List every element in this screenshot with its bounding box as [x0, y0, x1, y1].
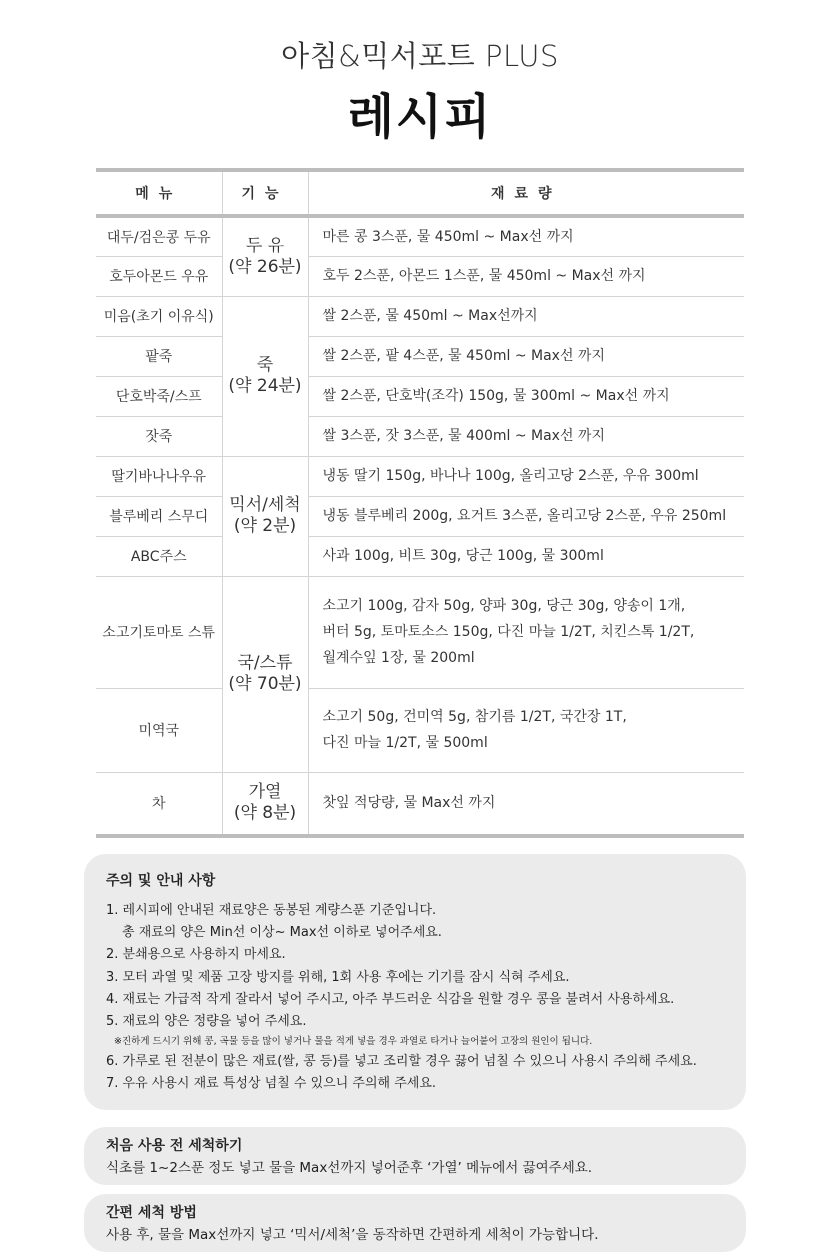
ingredients-cell: 쌀 2스푼, 단호박(조각) 150g, 물 300ml ~ Max선 까지 — [308, 376, 744, 416]
menu-cell: 대두/검은콩 두유 — [96, 216, 222, 256]
table-row — [96, 376, 744, 416]
table-row — [96, 216, 744, 256]
menu-cell: ABC주스 — [96, 536, 222, 576]
function-label: 국/스튜 — [237, 653, 293, 673]
function-time: (약 26분) — [228, 256, 302, 277]
table-row — [96, 416, 744, 456]
table-row — [96, 456, 744, 496]
ingredients-cell: 냉동 블루베리 200g, 요거트 3스푼, 올리고당 2스푼, 우유 250ml — [308, 496, 744, 536]
notice-item: 1. 레시피에 안내된 재료양은 동봉된 계량스푼 기준입니다. — [106, 903, 437, 918]
first-wash-text: 식초를 1~2스푼 정도 넣고 물을 Max선까지 넣어준후 ‘가열’ 메뉴에서 끓여주세요. — [106, 1160, 593, 1176]
function-cell — [222, 772, 308, 836]
ingredients-cell: 마른 콩 3스푼, 물 450ml ~ Max선 까지 — [308, 216, 744, 256]
ingredients-cell: 찻잎 적당량, 물 Max선 까지 — [308, 772, 744, 836]
function-time: (약 70분) — [228, 674, 302, 694]
function-cell — [222, 216, 308, 296]
menu-cell: 블루베리 스무디 — [96, 496, 222, 536]
ingredients-cell: 쌀 2스푼, 팥 4스푼, 물 450ml ~ Max선 까지 — [308, 336, 744, 376]
ingredients-line: 월계수잎 1장, 물 200ml — [322, 650, 475, 666]
easy-wash-text: 사용 후, 물을 Max선까지 넣고 ‘믹서/세척’을 동작하면 간편하게 세척이 가능합니다. — [106, 1227, 599, 1243]
menu-cell: 차 — [96, 772, 222, 836]
recipe-table — [96, 168, 744, 838]
function-cell — [222, 296, 308, 456]
table-row — [96, 688, 744, 772]
table-row — [96, 772, 744, 836]
menu-cell: 미역국 — [96, 688, 222, 772]
ingredients-cell: 사과 100g, 비트 30g, 당근 100g, 물 300ml — [308, 536, 744, 576]
menu-cell: 팥죽 — [96, 336, 222, 376]
ingredients-cell: 쌀 3스푼, 잣 3스푼, 물 400ml ~ Max선 까지 — [308, 416, 744, 456]
ingredients-cell — [308, 576, 744, 688]
ingredients-line: 소고기 100g, 감자 50g, 양파 30g, 당근 30g, 양송이 1개, — [322, 598, 686, 614]
table-row — [96, 256, 744, 296]
table-row — [96, 496, 744, 536]
notice-box — [84, 854, 746, 1110]
notice-item: 4. 재료는 가급적 작게 잘라서 넣어 주시고, 아주 부드러운 식감을 원할 경우 콩을 불려서 사용하세요. — [106, 991, 675, 1007]
page-title: 레시피 — [347, 89, 493, 145]
header-function: 기능 — [222, 170, 308, 216]
menu-cell: 단호박죽/스프 — [96, 376, 222, 416]
table-row — [96, 536, 744, 576]
easy-wash-title: 간편 세척 방법 — [106, 1205, 197, 1221]
function-time: (약 8분) — [233, 803, 297, 824]
table-row — [96, 336, 744, 376]
notice-title: 주의 및 안내 사항 — [106, 873, 216, 889]
function-label: 믹서/세척 — [229, 495, 301, 515]
table-row — [96, 296, 744, 336]
ingredients-line: 버터 5g, 토마토소스 150g, 다진 마늘 1/2T, 치킨스톡 1/2T, — [322, 624, 695, 640]
ingredients-cell: 호두 2스푼, 아몬드 1스푼, 물 450ml ~ Max선 까지 — [308, 256, 744, 296]
function-label: 죽 — [256, 355, 274, 375]
notice-list — [106, 900, 724, 1096]
menu-cell: 잣죽 — [96, 416, 222, 456]
header-ingredients: 재료량 — [308, 170, 744, 216]
product-subtitle: 아침&믹서포트 PLUS — [281, 39, 559, 73]
notice-item: 5. 재료의 양은 정량을 넣어 주세요. — [106, 1014, 307, 1030]
menu-cell: 소고기토마토 스튜 — [96, 576, 222, 688]
ingredients-line: 다진 마늘 1/2T, 물 500ml — [322, 735, 488, 751]
easy-wash-box — [84, 1194, 746, 1252]
menu-cell: 호두아몬드 우유 — [96, 256, 222, 296]
ingredients-line: 소고기 50g, 건미역 5g, 참기름 1/2T, 국간장 1T, — [322, 709, 627, 725]
function-time: (약 2분) — [233, 516, 297, 536]
menu-cell: 미음(초기 이유식) — [96, 296, 222, 336]
function-label: 두 유 — [245, 235, 285, 256]
notice-item: 2. 분쇄용으로 사용하지 마세요. — [106, 947, 286, 963]
function-cell — [222, 576, 308, 772]
notice-item: 총 재료의 양은 Min선 이상~ Max선 이하로 넣어주세요. — [122, 925, 442, 941]
function-cell — [222, 456, 308, 576]
table-header-row — [96, 170, 744, 216]
menu-cell: 딸기바나나우유 — [96, 456, 222, 496]
function-label: 가열 — [248, 782, 282, 803]
ingredients-cell: 쌀 2스푼, 물 450ml ~ Max선까지 — [308, 296, 744, 336]
first-wash-box — [84, 1127, 746, 1185]
ingredients-cell — [308, 688, 744, 772]
notice-item: 3. 모터 과열 및 제품 고장 방지를 위해, 1회 사용 후에는 기기를 잠시 식혀 주세요. — [106, 969, 570, 985]
first-wash-title: 처음 사용 전 세척하기 — [106, 1138, 243, 1154]
notice-footnote: ※진하게 드시기 위해 콩, 곡물 등을 많이 넣거나 물을 적게 넣을 경우 과열로 타거나 늘어붙어 고장의 원인이 됩니다. — [114, 1036, 593, 1048]
table-row — [96, 576, 744, 688]
header-menu: 메뉴 — [96, 170, 222, 216]
notice-item: 6. 가루로 된 전분이 많은 재료(쌀, 콩 등)를 넣고 조리할 경우 끓어 넘칠 수 있으니 사용시 주의해 주세요. — [106, 1054, 697, 1070]
function-time: (약 24분) — [228, 376, 302, 396]
notice-item: 7. 우유 사용시 재료 특성상 넘칠 수 있으니 주의해 주세요. — [106, 1076, 437, 1092]
ingredients-cell: 냉동 딸기 150g, 바나나 100g, 올리고당 2스푼, 우유 300ml — [308, 456, 744, 496]
